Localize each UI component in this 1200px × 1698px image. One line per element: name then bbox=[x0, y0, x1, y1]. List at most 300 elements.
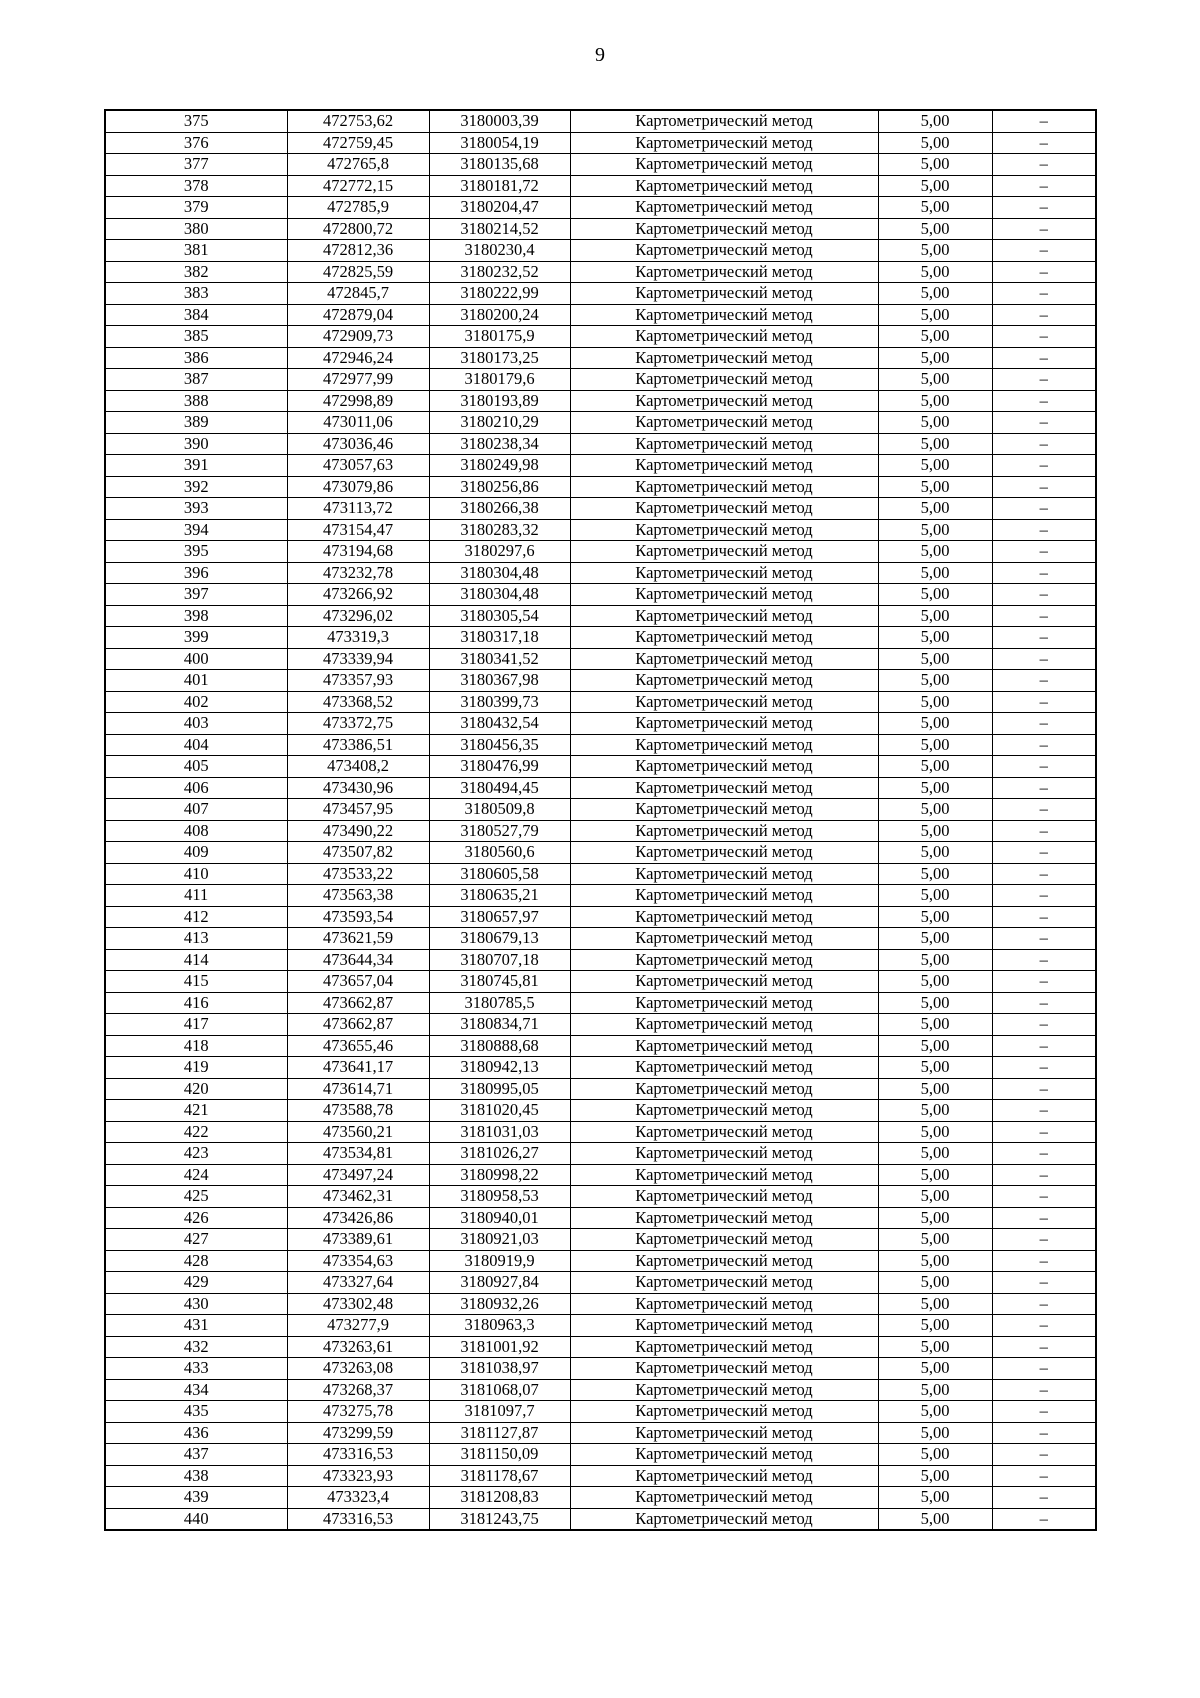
point-number-cell: 384 bbox=[105, 304, 287, 326]
x-coordinate-cell: 473079,86 bbox=[287, 476, 429, 498]
method-cell: Картометрический метод bbox=[570, 261, 878, 283]
table-row bbox=[105, 734, 1096, 756]
point-number-cell: 391 bbox=[105, 455, 287, 477]
point-number-cell: 431 bbox=[105, 1315, 287, 1337]
y-coordinate-cell: 3180509,8 bbox=[429, 799, 570, 821]
coordinates-table bbox=[104, 109, 1097, 1531]
table-row bbox=[105, 1186, 1096, 1208]
y-coordinate-cell: 3180785,5 bbox=[429, 992, 570, 1014]
table-row bbox=[105, 326, 1096, 348]
accuracy-cell: 5,00 bbox=[878, 734, 992, 756]
accuracy-cell: 5,00 bbox=[878, 670, 992, 692]
method-cell: Картометрический метод bbox=[570, 1035, 878, 1057]
point-number-cell: 423 bbox=[105, 1143, 287, 1165]
method-cell: Картометрический метод bbox=[570, 1358, 878, 1380]
x-coordinate-cell: 473386,51 bbox=[287, 734, 429, 756]
method-cell: Картометрический метод bbox=[570, 670, 878, 692]
table-row bbox=[105, 863, 1096, 885]
method-cell: Картометрический метод bbox=[570, 1078, 878, 1100]
table-row bbox=[105, 1078, 1096, 1100]
method-cell: Картометрический метод bbox=[570, 433, 878, 455]
point-number-cell: 439 bbox=[105, 1487, 287, 1509]
point-number-cell: 422 bbox=[105, 1121, 287, 1143]
accuracy-cell: 5,00 bbox=[878, 132, 992, 154]
x-coordinate-cell: 473641,17 bbox=[287, 1057, 429, 1079]
x-coordinate-cell: 473266,92 bbox=[287, 584, 429, 606]
note-cell: – bbox=[992, 756, 1096, 778]
method-cell: Картометрический метод bbox=[570, 326, 878, 348]
point-number-cell: 382 bbox=[105, 261, 287, 283]
accuracy-cell: 5,00 bbox=[878, 1186, 992, 1208]
method-cell: Картометрический метод bbox=[570, 1444, 878, 1466]
point-number-cell: 424 bbox=[105, 1164, 287, 1186]
accuracy-cell: 5,00 bbox=[878, 756, 992, 778]
table-row bbox=[105, 1465, 1096, 1487]
table-row bbox=[105, 261, 1096, 283]
point-number-cell: 403 bbox=[105, 713, 287, 735]
note-cell: – bbox=[992, 1422, 1096, 1444]
y-coordinate-cell: 3181026,27 bbox=[429, 1143, 570, 1165]
method-cell: Картометрический метод bbox=[570, 863, 878, 885]
note-cell: – bbox=[992, 734, 1096, 756]
x-coordinate-cell: 473657,04 bbox=[287, 971, 429, 993]
point-number-cell: 383 bbox=[105, 283, 287, 305]
y-coordinate-cell: 3180232,52 bbox=[429, 261, 570, 283]
accuracy-cell: 5,00 bbox=[878, 283, 992, 305]
point-number-cell: 409 bbox=[105, 842, 287, 864]
table-row bbox=[105, 283, 1096, 305]
point-number-cell: 385 bbox=[105, 326, 287, 348]
x-coordinate-cell: 473323,93 bbox=[287, 1465, 429, 1487]
x-coordinate-cell: 473316,53 bbox=[287, 1444, 429, 1466]
method-cell: Картометрический метод bbox=[570, 240, 878, 262]
y-coordinate-cell: 3180222,99 bbox=[429, 283, 570, 305]
note-cell: – bbox=[992, 713, 1096, 735]
y-coordinate-cell: 3180341,52 bbox=[429, 648, 570, 670]
x-coordinate-cell: 473323,4 bbox=[287, 1487, 429, 1509]
note-cell: – bbox=[992, 304, 1096, 326]
table-row bbox=[105, 949, 1096, 971]
note-cell: – bbox=[992, 799, 1096, 821]
y-coordinate-cell: 3180432,54 bbox=[429, 713, 570, 735]
y-coordinate-cell: 3180193,89 bbox=[429, 390, 570, 412]
point-number-cell: 397 bbox=[105, 584, 287, 606]
point-number-cell: 394 bbox=[105, 519, 287, 541]
accuracy-cell: 5,00 bbox=[878, 1358, 992, 1380]
point-number-cell: 437 bbox=[105, 1444, 287, 1466]
y-coordinate-cell: 3180003,39 bbox=[429, 110, 570, 132]
y-coordinate-cell: 3181243,75 bbox=[429, 1508, 570, 1530]
table-row bbox=[105, 347, 1096, 369]
y-coordinate-cell: 3180998,22 bbox=[429, 1164, 570, 1186]
y-coordinate-cell: 3180283,32 bbox=[429, 519, 570, 541]
accuracy-cell: 5,00 bbox=[878, 928, 992, 950]
note-cell: – bbox=[992, 1315, 1096, 1337]
accuracy-cell: 5,00 bbox=[878, 326, 992, 348]
y-coordinate-cell: 3180181,72 bbox=[429, 175, 570, 197]
method-cell: Картометрический метод bbox=[570, 756, 878, 778]
y-coordinate-cell: 3180456,35 bbox=[429, 734, 570, 756]
accuracy-cell: 5,00 bbox=[878, 1057, 992, 1079]
note-cell: – bbox=[992, 541, 1096, 563]
y-coordinate-cell: 3180230,4 bbox=[429, 240, 570, 262]
method-cell: Картометрический метод bbox=[570, 218, 878, 240]
x-coordinate-cell: 473275,78 bbox=[287, 1401, 429, 1423]
note-cell: – bbox=[992, 110, 1096, 132]
table-row bbox=[105, 1444, 1096, 1466]
point-number-cell: 438 bbox=[105, 1465, 287, 1487]
accuracy-cell: 5,00 bbox=[878, 175, 992, 197]
method-cell: Картометрический метод bbox=[570, 304, 878, 326]
y-coordinate-cell: 3180958,53 bbox=[429, 1186, 570, 1208]
note-cell: – bbox=[992, 1078, 1096, 1100]
x-coordinate-cell: 473662,87 bbox=[287, 992, 429, 1014]
table-row bbox=[105, 498, 1096, 520]
table-row bbox=[105, 1100, 1096, 1122]
point-number-cell: 377 bbox=[105, 154, 287, 176]
note-cell: – bbox=[992, 326, 1096, 348]
method-cell: Картометрический метод bbox=[570, 1014, 878, 1036]
note-cell: – bbox=[992, 1465, 1096, 1487]
x-coordinate-cell: 472998,89 bbox=[287, 390, 429, 412]
accuracy-cell: 5,00 bbox=[878, 1401, 992, 1423]
accuracy-cell: 5,00 bbox=[878, 1229, 992, 1251]
table-row bbox=[105, 691, 1096, 713]
point-number-cell: 378 bbox=[105, 175, 287, 197]
point-number-cell: 388 bbox=[105, 390, 287, 412]
y-coordinate-cell: 3180605,58 bbox=[429, 863, 570, 885]
note-cell: – bbox=[992, 1229, 1096, 1251]
point-number-cell: 401 bbox=[105, 670, 287, 692]
accuracy-cell: 5,00 bbox=[878, 347, 992, 369]
note-cell: – bbox=[992, 412, 1096, 434]
table-row bbox=[105, 1401, 1096, 1423]
method-cell: Картометрический метод bbox=[570, 799, 878, 821]
accuracy-cell: 5,00 bbox=[878, 369, 992, 391]
method-cell: Картометрический метод bbox=[570, 390, 878, 412]
accuracy-cell: 5,00 bbox=[878, 541, 992, 563]
method-cell: Картометрический метод bbox=[570, 132, 878, 154]
method-cell: Картометрический метод bbox=[570, 584, 878, 606]
x-coordinate-cell: 473268,37 bbox=[287, 1379, 429, 1401]
note-cell: – bbox=[992, 1035, 1096, 1057]
accuracy-cell: 5,00 bbox=[878, 627, 992, 649]
table-row bbox=[105, 1164, 1096, 1186]
point-number-cell: 414 bbox=[105, 949, 287, 971]
x-coordinate-cell: 473621,59 bbox=[287, 928, 429, 950]
x-coordinate-cell: 472759,45 bbox=[287, 132, 429, 154]
note-cell: – bbox=[992, 197, 1096, 219]
method-cell: Картометрический метод bbox=[570, 347, 878, 369]
y-coordinate-cell: 3181208,83 bbox=[429, 1487, 570, 1509]
note-cell: – bbox=[992, 1186, 1096, 1208]
point-number-cell: 396 bbox=[105, 562, 287, 584]
accuracy-cell: 5,00 bbox=[878, 1444, 992, 1466]
point-number-cell: 413 bbox=[105, 928, 287, 950]
method-cell: Картометрический метод bbox=[570, 1250, 878, 1272]
y-coordinate-cell: 3180940,01 bbox=[429, 1207, 570, 1229]
table-row bbox=[105, 132, 1096, 154]
coordinates-table-body bbox=[105, 110, 1096, 1530]
note-cell: – bbox=[992, 691, 1096, 713]
note-cell: – bbox=[992, 906, 1096, 928]
method-cell: Картометрический метод bbox=[570, 713, 878, 735]
x-coordinate-cell: 473277,9 bbox=[287, 1315, 429, 1337]
x-coordinate-cell: 473563,38 bbox=[287, 885, 429, 907]
point-number-cell: 400 bbox=[105, 648, 287, 670]
note-cell: – bbox=[992, 1293, 1096, 1315]
note-cell: – bbox=[992, 885, 1096, 907]
accuracy-cell: 5,00 bbox=[878, 498, 992, 520]
x-coordinate-cell: 473457,95 bbox=[287, 799, 429, 821]
point-number-cell: 392 bbox=[105, 476, 287, 498]
accuracy-cell: 5,00 bbox=[878, 110, 992, 132]
point-number-cell: 376 bbox=[105, 132, 287, 154]
method-cell: Картометрический метод bbox=[570, 1336, 878, 1358]
point-number-cell: 389 bbox=[105, 412, 287, 434]
accuracy-cell: 5,00 bbox=[878, 1250, 992, 1272]
x-coordinate-cell: 473263,08 bbox=[287, 1358, 429, 1380]
y-coordinate-cell: 3180214,52 bbox=[429, 218, 570, 240]
y-coordinate-cell: 3180054,19 bbox=[429, 132, 570, 154]
x-coordinate-cell: 473057,63 bbox=[287, 455, 429, 477]
method-cell: Картометрический метод bbox=[570, 1186, 878, 1208]
note-cell: – bbox=[992, 1014, 1096, 1036]
x-coordinate-cell: 473339,94 bbox=[287, 648, 429, 670]
point-number-cell: 432 bbox=[105, 1336, 287, 1358]
x-coordinate-cell: 473299,59 bbox=[287, 1422, 429, 1444]
note-cell: – bbox=[992, 347, 1096, 369]
point-number-cell: 417 bbox=[105, 1014, 287, 1036]
method-cell: Картометрический метод bbox=[570, 1508, 878, 1530]
method-cell: Картометрический метод bbox=[570, 519, 878, 541]
accuracy-cell: 5,00 bbox=[878, 863, 992, 885]
point-number-cell: 415 bbox=[105, 971, 287, 993]
method-cell: Картометрический метод bbox=[570, 1379, 878, 1401]
table-row bbox=[105, 154, 1096, 176]
accuracy-cell: 5,00 bbox=[878, 562, 992, 584]
accuracy-cell: 5,00 bbox=[878, 1379, 992, 1401]
y-coordinate-cell: 3180635,21 bbox=[429, 885, 570, 907]
table-row bbox=[105, 1143, 1096, 1165]
note-cell: – bbox=[992, 971, 1096, 993]
y-coordinate-cell: 3180317,18 bbox=[429, 627, 570, 649]
y-coordinate-cell: 3180919,9 bbox=[429, 1250, 570, 1272]
method-cell: Картометрический метод bbox=[570, 928, 878, 950]
y-coordinate-cell: 3180304,48 bbox=[429, 584, 570, 606]
point-number-cell: 405 bbox=[105, 756, 287, 778]
accuracy-cell: 5,00 bbox=[878, 605, 992, 627]
y-coordinate-cell: 3180995,05 bbox=[429, 1078, 570, 1100]
y-coordinate-cell: 3180266,38 bbox=[429, 498, 570, 520]
table-row bbox=[105, 1014, 1096, 1036]
point-number-cell: 421 bbox=[105, 1100, 287, 1122]
x-coordinate-cell: 473389,61 bbox=[287, 1229, 429, 1251]
method-cell: Картометрический метод bbox=[570, 1207, 878, 1229]
note-cell: – bbox=[992, 261, 1096, 283]
accuracy-cell: 5,00 bbox=[878, 1143, 992, 1165]
note-cell: – bbox=[992, 605, 1096, 627]
table-row bbox=[105, 1487, 1096, 1509]
y-coordinate-cell: 3180367,98 bbox=[429, 670, 570, 692]
method-cell: Картометрический метод bbox=[570, 1465, 878, 1487]
x-coordinate-cell: 473011,06 bbox=[287, 412, 429, 434]
point-number-cell: 430 bbox=[105, 1293, 287, 1315]
y-coordinate-cell: 3180238,34 bbox=[429, 433, 570, 455]
point-number-cell: 381 bbox=[105, 240, 287, 262]
x-coordinate-cell: 473507,82 bbox=[287, 842, 429, 864]
x-coordinate-cell: 472812,36 bbox=[287, 240, 429, 262]
y-coordinate-cell: 3180304,48 bbox=[429, 562, 570, 584]
accuracy-cell: 5,00 bbox=[878, 1508, 992, 1530]
table-row bbox=[105, 584, 1096, 606]
accuracy-cell: 5,00 bbox=[878, 519, 992, 541]
x-coordinate-cell: 473497,24 bbox=[287, 1164, 429, 1186]
point-number-cell: 434 bbox=[105, 1379, 287, 1401]
note-cell: – bbox=[992, 519, 1096, 541]
x-coordinate-cell: 473614,71 bbox=[287, 1078, 429, 1100]
method-cell: Картометрический метод bbox=[570, 1164, 878, 1186]
point-number-cell: 427 bbox=[105, 1229, 287, 1251]
note-cell: – bbox=[992, 390, 1096, 412]
point-number-cell: 390 bbox=[105, 433, 287, 455]
method-cell: Картометрический метод bbox=[570, 1121, 878, 1143]
table-row bbox=[105, 1035, 1096, 1057]
method-cell: Картометрический метод bbox=[570, 949, 878, 971]
method-cell: Картометрический метод bbox=[570, 691, 878, 713]
note-cell: – bbox=[992, 1444, 1096, 1466]
method-cell: Картометрический метод bbox=[570, 992, 878, 1014]
x-coordinate-cell: 472772,15 bbox=[287, 175, 429, 197]
table-row bbox=[105, 1207, 1096, 1229]
table-row bbox=[105, 240, 1096, 262]
y-coordinate-cell: 3180204,47 bbox=[429, 197, 570, 219]
accuracy-cell: 5,00 bbox=[878, 992, 992, 1014]
accuracy-cell: 5,00 bbox=[878, 1293, 992, 1315]
accuracy-cell: 5,00 bbox=[878, 433, 992, 455]
accuracy-cell: 5,00 bbox=[878, 1078, 992, 1100]
y-coordinate-cell: 3180173,25 bbox=[429, 347, 570, 369]
y-coordinate-cell: 3181127,87 bbox=[429, 1422, 570, 1444]
method-cell: Картометрический метод bbox=[570, 197, 878, 219]
y-coordinate-cell: 3180297,6 bbox=[429, 541, 570, 563]
y-coordinate-cell: 3180888,68 bbox=[429, 1035, 570, 1057]
accuracy-cell: 5,00 bbox=[878, 412, 992, 434]
x-coordinate-cell: 472765,8 bbox=[287, 154, 429, 176]
x-coordinate-cell: 472825,59 bbox=[287, 261, 429, 283]
accuracy-cell: 5,00 bbox=[878, 820, 992, 842]
accuracy-cell: 5,00 bbox=[878, 584, 992, 606]
x-coordinate-cell: 472879,04 bbox=[287, 304, 429, 326]
method-cell: Картометрический метод bbox=[570, 820, 878, 842]
note-cell: – bbox=[992, 433, 1096, 455]
point-number-cell: 410 bbox=[105, 863, 287, 885]
y-coordinate-cell: 3180560,6 bbox=[429, 842, 570, 864]
method-cell: Картометрический метод bbox=[570, 885, 878, 907]
table-row bbox=[105, 928, 1096, 950]
y-coordinate-cell: 3181031,03 bbox=[429, 1121, 570, 1143]
accuracy-cell: 5,00 bbox=[878, 648, 992, 670]
note-cell: – bbox=[992, 283, 1096, 305]
table-row bbox=[105, 885, 1096, 907]
point-number-cell: 393 bbox=[105, 498, 287, 520]
point-number-cell: 411 bbox=[105, 885, 287, 907]
point-number-cell: 407 bbox=[105, 799, 287, 821]
accuracy-cell: 5,00 bbox=[878, 1100, 992, 1122]
y-coordinate-cell: 3180210,29 bbox=[429, 412, 570, 434]
note-cell: – bbox=[992, 992, 1096, 1014]
accuracy-cell: 5,00 bbox=[878, 476, 992, 498]
accuracy-cell: 5,00 bbox=[878, 713, 992, 735]
method-cell: Картометрический метод bbox=[570, 777, 878, 799]
y-coordinate-cell: 3181001,92 bbox=[429, 1336, 570, 1358]
table-row bbox=[105, 756, 1096, 778]
note-cell: – bbox=[992, 562, 1096, 584]
accuracy-cell: 5,00 bbox=[878, 304, 992, 326]
x-coordinate-cell: 473372,75 bbox=[287, 713, 429, 735]
point-number-cell: 387 bbox=[105, 369, 287, 391]
x-coordinate-cell: 473462,31 bbox=[287, 1186, 429, 1208]
point-number-cell: 408 bbox=[105, 820, 287, 842]
accuracy-cell: 5,00 bbox=[878, 691, 992, 713]
table-row bbox=[105, 110, 1096, 132]
note-cell: – bbox=[992, 1207, 1096, 1229]
note-cell: – bbox=[992, 476, 1096, 498]
table-row bbox=[105, 197, 1096, 219]
x-coordinate-cell: 473408,2 bbox=[287, 756, 429, 778]
method-cell: Картометрический метод bbox=[570, 498, 878, 520]
y-coordinate-cell: 3180256,86 bbox=[429, 476, 570, 498]
table-row bbox=[105, 1315, 1096, 1337]
note-cell: – bbox=[992, 842, 1096, 864]
method-cell: Картометрический метод bbox=[570, 175, 878, 197]
x-coordinate-cell: 473296,02 bbox=[287, 605, 429, 627]
accuracy-cell: 5,00 bbox=[878, 906, 992, 928]
point-number-cell: 416 bbox=[105, 992, 287, 1014]
accuracy-cell: 5,00 bbox=[878, 1315, 992, 1337]
x-coordinate-cell: 473588,78 bbox=[287, 1100, 429, 1122]
note-cell: – bbox=[992, 648, 1096, 670]
table-row bbox=[105, 1229, 1096, 1251]
method-cell: Картометрический метод bbox=[570, 1293, 878, 1315]
table-row bbox=[105, 670, 1096, 692]
note-cell: – bbox=[992, 670, 1096, 692]
note-cell: – bbox=[992, 1358, 1096, 1380]
y-coordinate-cell: 3181068,07 bbox=[429, 1379, 570, 1401]
note-cell: – bbox=[992, 584, 1096, 606]
x-coordinate-cell: 473426,86 bbox=[287, 1207, 429, 1229]
y-coordinate-cell: 3180679,13 bbox=[429, 928, 570, 950]
point-number-cell: 433 bbox=[105, 1358, 287, 1380]
table-row bbox=[105, 842, 1096, 864]
note-cell: – bbox=[992, 1100, 1096, 1122]
note-cell: – bbox=[992, 1057, 1096, 1079]
point-number-cell: 399 bbox=[105, 627, 287, 649]
accuracy-cell: 5,00 bbox=[878, 154, 992, 176]
method-cell: Картометрический метод bbox=[570, 412, 878, 434]
table-row bbox=[105, 777, 1096, 799]
point-number-cell: 419 bbox=[105, 1057, 287, 1079]
point-number-cell: 404 bbox=[105, 734, 287, 756]
point-number-cell: 426 bbox=[105, 1207, 287, 1229]
point-number-cell: 375 bbox=[105, 110, 287, 132]
y-coordinate-cell: 3181178,67 bbox=[429, 1465, 570, 1487]
table-row bbox=[105, 175, 1096, 197]
note-cell: – bbox=[992, 1164, 1096, 1186]
method-cell: Картометрический метод bbox=[570, 906, 878, 928]
y-coordinate-cell: 3181097,7 bbox=[429, 1401, 570, 1423]
note-cell: – bbox=[992, 949, 1096, 971]
